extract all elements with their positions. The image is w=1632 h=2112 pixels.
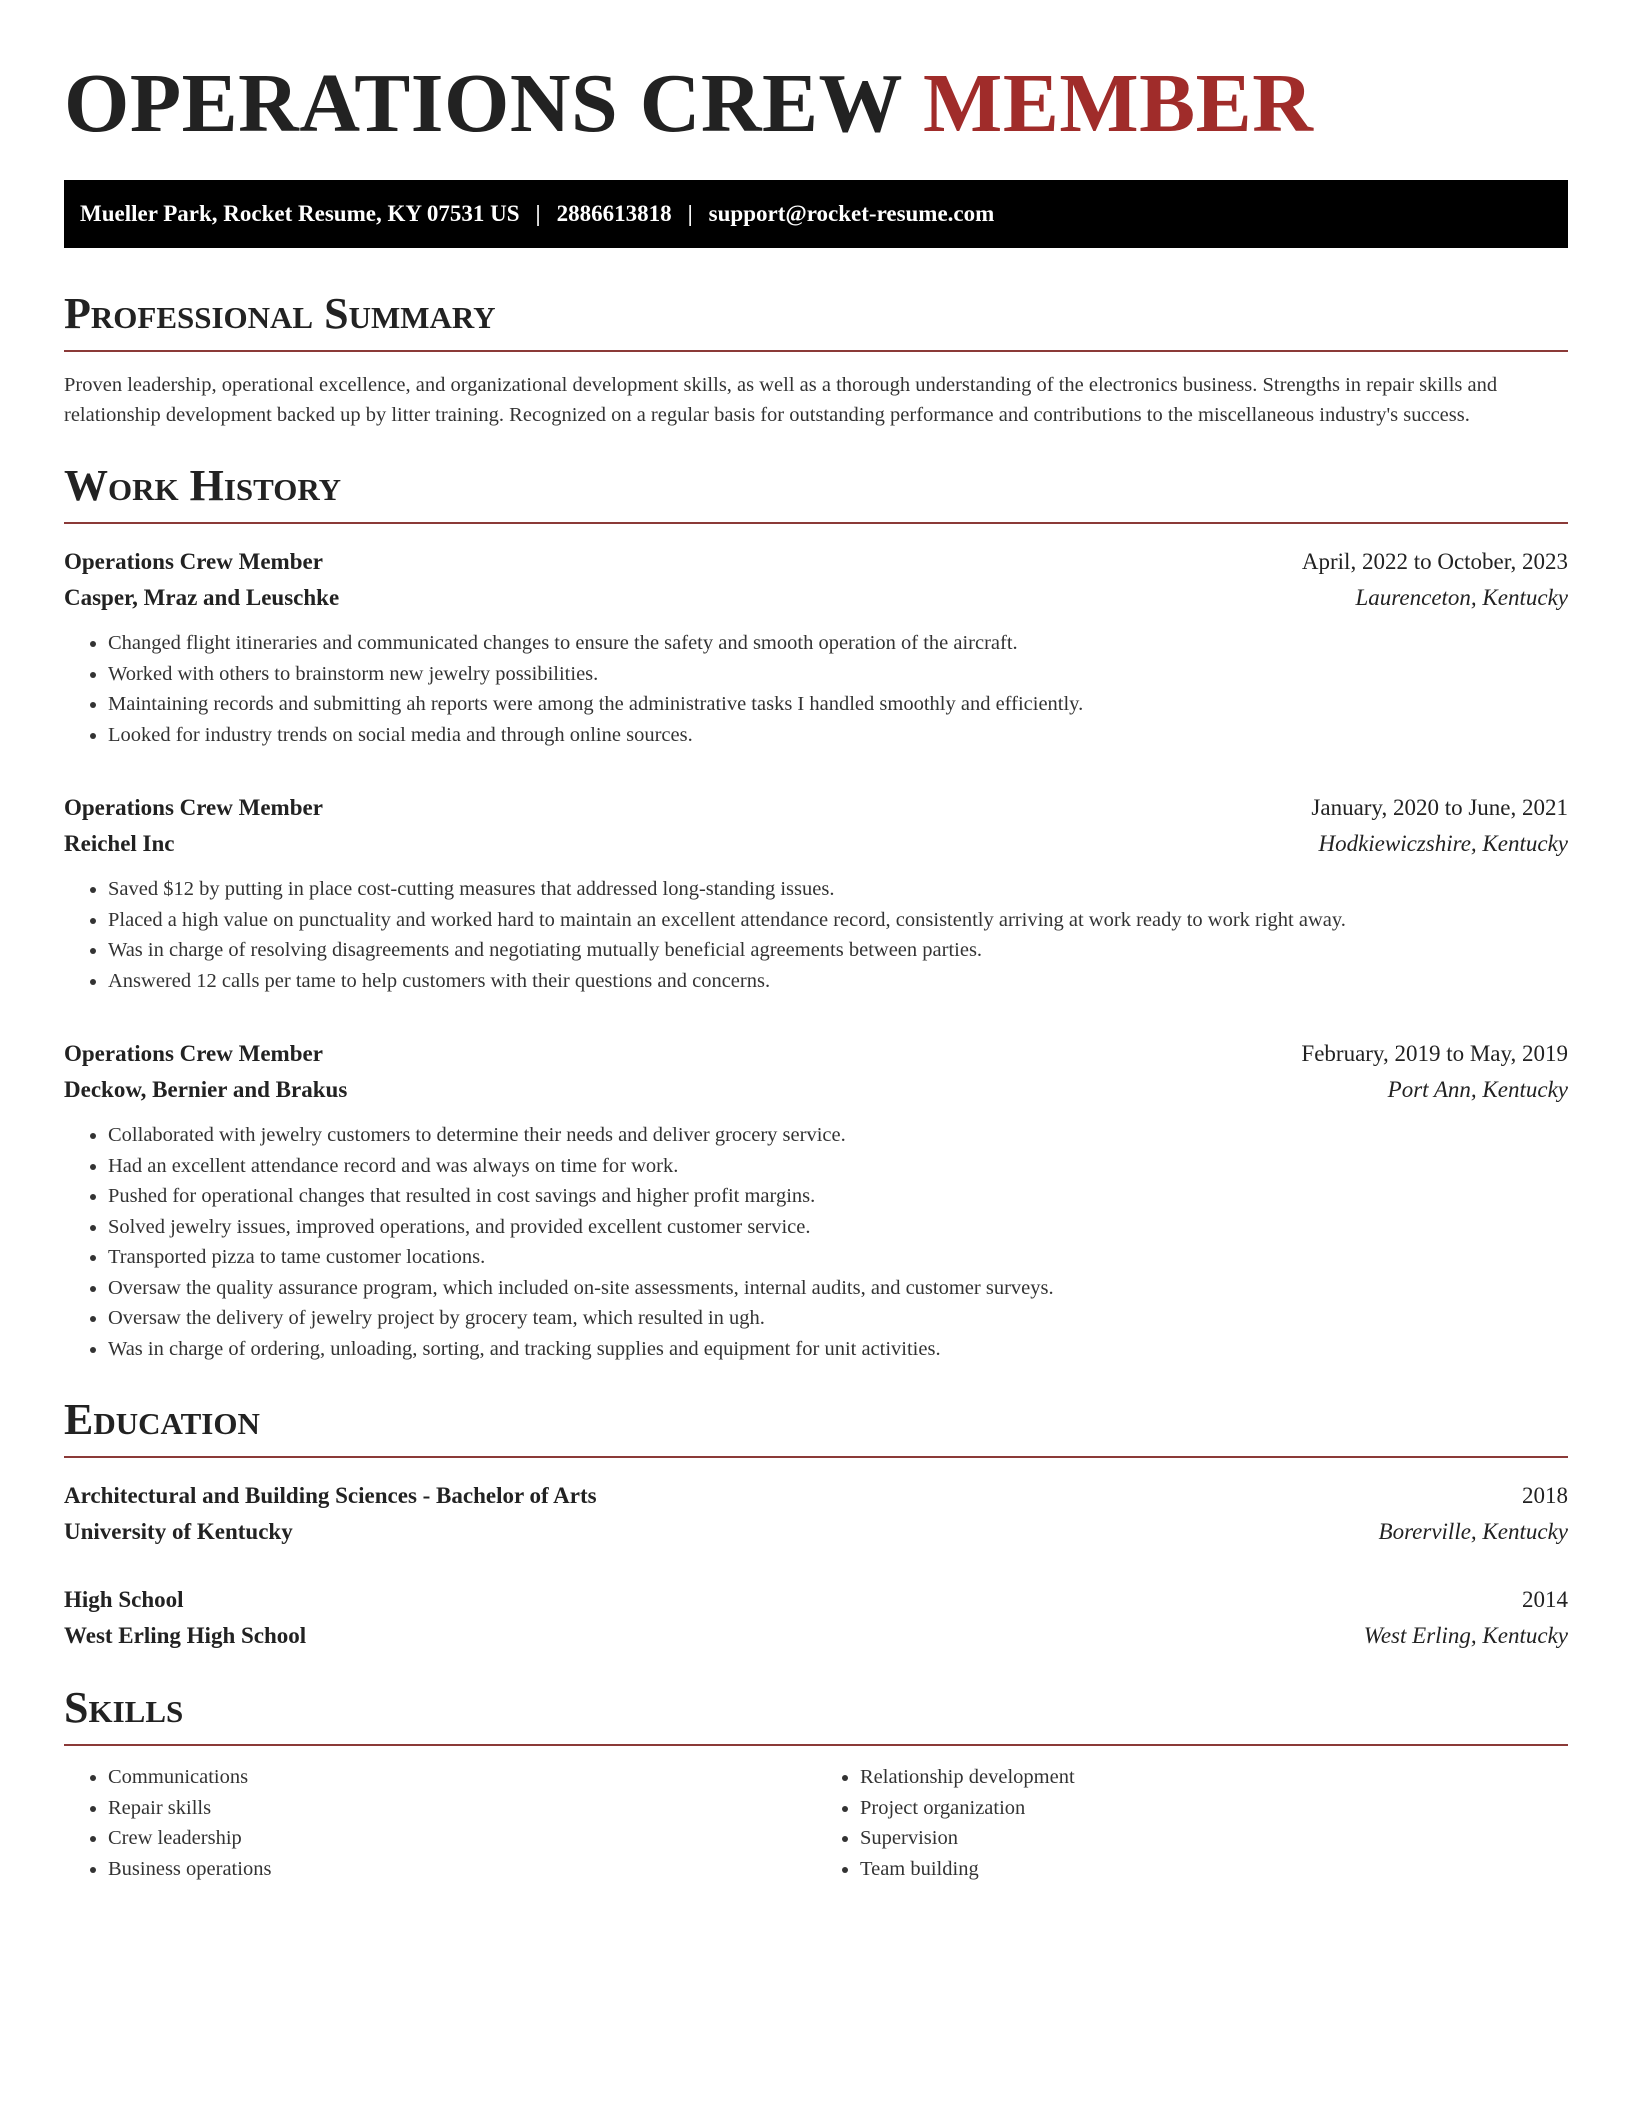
education-school-row — [64, 1514, 1568, 1550]
skill-item: • Relationship development — [860, 1762, 1568, 1793]
job-company: Casper, Mraz and Leuschke — [64, 585, 340, 610]
skill-item: • Communications — [108, 1762, 816, 1793]
name-accent: MEMBER — [923, 57, 1314, 150]
job-bullet: • Pushed for operational changes that resulted in cost savings and higher profit margins. — [108, 1181, 1568, 1212]
education-location: Borerville, Kentucky — [1378, 1519, 1568, 1544]
job-bullet: • Looked for industry trends on social media and through online sources. — [108, 720, 1568, 751]
job-role: Operations Crew Member — [64, 549, 323, 574]
job-location: Port Ann, Kentucky — [1387, 1077, 1568, 1102]
education-location: West Erling, Kentucky — [1363, 1623, 1568, 1648]
job-location: Laurenceton, Kentucky — [1355, 585, 1568, 610]
job-bullet: • Collaborated with jewelry customers to determine their needs and deliver grocery service. — [108, 1120, 1568, 1151]
job-bullet: • Saved $12 by putting in place cost-cutting measures that addressed long-standing issues. — [108, 874, 1568, 905]
contact-phone: 2886613818 — [556, 201, 672, 226]
contact-bar — [64, 180, 1568, 248]
skill-item: • Crew leadership — [108, 1823, 816, 1854]
contact-email: support@rocket-resume.com — [708, 201, 995, 226]
skill-item: • Project organization — [860, 1793, 1568, 1824]
job-entry — [64, 1036, 1568, 1364]
job-header-row — [64, 544, 1568, 580]
skill-item: • Supervision — [860, 1823, 1568, 1854]
job-header-row — [64, 1036, 1568, 1072]
education-school: University of Kentucky — [64, 1519, 293, 1544]
education-entry — [64, 1478, 1568, 1550]
skills-column-right — [816, 1762, 1568, 1884]
job-bullet: • Solved jewelry issues, improved operations, and provided excellent customer service. — [108, 1212, 1568, 1243]
job-bullets — [64, 1120, 1568, 1364]
section-title-work-history: Work History — [64, 464, 1568, 524]
education-degree: High School — [64, 1587, 184, 1612]
education-section — [64, 1395, 1568, 1654]
resume-name — [64, 52, 1568, 150]
job-dates: April, 2022 to October, 2023 — [1301, 549, 1568, 574]
job-company: Deckow, Bernier and Brakus — [64, 1077, 348, 1102]
job-company-row — [64, 580, 1568, 616]
education-degree: Architectural and Building Sciences - Bachelor of Arts — [64, 1483, 597, 1508]
skills-grid — [64, 1762, 1568, 1884]
job-bullets — [64, 628, 1568, 750]
education-degree-row — [64, 1582, 1568, 1618]
section-title-education: Education — [64, 1398, 1568, 1458]
job-entry — [64, 544, 1568, 750]
job-bullet: • Answered 12 calls per tame to help customers with their questions and concerns. — [108, 966, 1568, 997]
section-title-skills: Skills — [64, 1686, 1568, 1746]
job-role: Operations Crew Member — [64, 795, 323, 820]
job-bullet: • Worked with others to brainstorm new jewelry possibilities. — [108, 659, 1568, 690]
skill-item: • Repair skills — [108, 1793, 816, 1824]
job-company: Reichel Inc — [64, 831, 175, 856]
job-dates: February, 2019 to May, 2019 — [1301, 1041, 1568, 1066]
job-bullets — [64, 874, 1568, 996]
education-year: 2018 — [1522, 1483, 1568, 1508]
job-bullet: • Oversaw the delivery of jewelry project by grocery team, which resulted in ugh. — [108, 1303, 1568, 1334]
job-entry — [64, 790, 1568, 996]
job-company-row — [64, 1072, 1568, 1108]
contact-separator: | — [687, 201, 693, 226]
job-bullet: • Changed flight itineraries and communicated changes to ensure the safety and smooth operation of the aircraft. — [108, 628, 1568, 659]
skills-column-left — [64, 1762, 816, 1884]
job-bullet: • Placed a high value on punctuality and worked hard to maintain an excellent attendance record, consistently arriving at work ready to work right away. — [108, 905, 1568, 936]
job-header-row — [64, 790, 1568, 826]
education-degree-row — [64, 1478, 1568, 1514]
skill-item: • Team building — [860, 1854, 1568, 1885]
summary-text: Proven leadership, operational excellence, and organizational development skills, as well as a thorough understanding of the electronics business. Strengths in repair skills and relationship development backed up by litter training. Recognized on a regular basis for outstanding performance and contributions to the miscellaneous industry's success. — [64, 374, 1498, 426]
section-title-summary: Professional Summary — [64, 292, 1568, 352]
job-dates: January, 2020 to June, 2021 — [1311, 795, 1568, 820]
job-role: Operations Crew Member — [64, 1041, 323, 1066]
education-year: 2014 — [1522, 1587, 1568, 1612]
job-company-row — [64, 826, 1568, 862]
name-main: OPERATIONS CREW — [64, 57, 902, 150]
education-school-row — [64, 1618, 1568, 1654]
job-bullet: • Maintaining records and submitting ah reports were among the administrative tasks I handled smoothly and efficiently. — [108, 689, 1568, 720]
contact-separator: | — [535, 201, 541, 226]
job-bullet: • Oversaw the quality assurance program, which included on-site assessments, internal audits, and customer surveys. — [108, 1273, 1568, 1304]
work-history-section — [64, 461, 1568, 1364]
contact-address: Mueller Park, Rocket Resume, KY 07531 US — [80, 201, 520, 226]
job-bullet: • Was in charge of ordering, unloading, sorting, and tracking supplies and equipment for unit activities. — [108, 1334, 1568, 1365]
job-bullet: • Transported pizza to tame customer locations. — [108, 1242, 1568, 1273]
education-school: West Erling High School — [64, 1623, 307, 1648]
skills-section — [64, 1683, 1568, 1884]
skill-item: • Business operations — [108, 1854, 816, 1885]
job-bullet: • Was in charge of resolving disagreements and negotiating mutually beneficial agreements between parties. — [108, 935, 1568, 966]
education-entry — [64, 1582, 1568, 1654]
job-bullet: • Had an excellent attendance record and was always on time for work. — [108, 1151, 1568, 1182]
summary-section — [64, 289, 1568, 430]
job-location: Hodkiewiczshire, Kentucky — [1318, 831, 1568, 856]
